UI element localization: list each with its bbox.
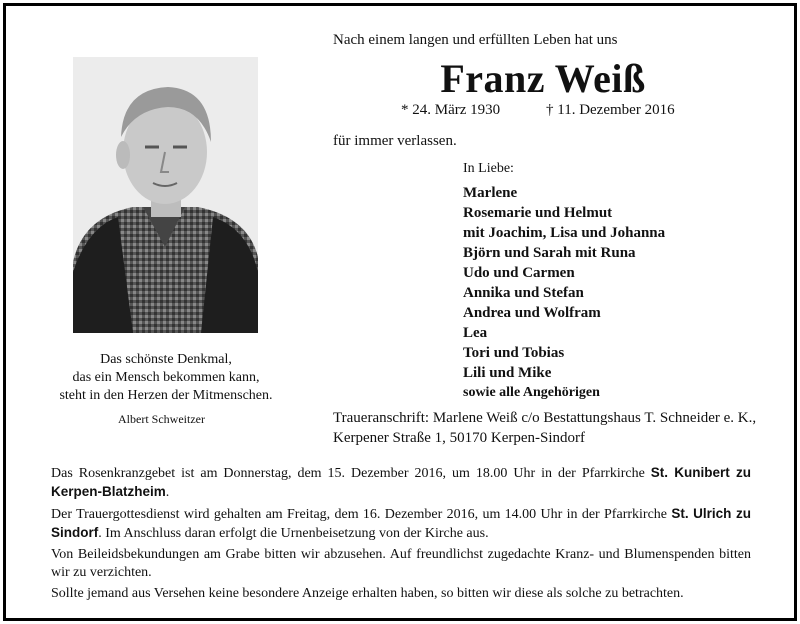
mourning-address-line2: Kerpener Straße 1, 50170 Kerpen-Sindorf (333, 430, 586, 446)
mourner-name: Udo und Carmen (463, 265, 575, 281)
service-church: St. Ulrich zu Sindorf (51, 506, 751, 540)
rosary-text: Das Rosenkranzgebet ist am Donnerstag, dem 15. Dezember 2016, um 18.00 Uhr in der Pfarrkirche (51, 466, 651, 481)
notice-paragraph: Sollte jemand aus Versehen keine besondere Anzeige erhalten haben, so bitten wir diese als solche zu betrachten. (51, 586, 684, 601)
quote-line: das ein Mensch bekommen kann, (72, 370, 260, 385)
birth-date: * 24. März 1930 (401, 102, 501, 118)
mourner-name: Lili und Mike (463, 365, 552, 381)
quote-line: steht in den Herzen der Mitmenschen. (59, 388, 273, 403)
mourner-name: Björn und Sarah mit Runa (463, 245, 636, 261)
mourner-name: Tori und Tobias (463, 345, 565, 361)
mourner-name: Rosemarie und Helmut (463, 205, 613, 221)
mourners-list (463, 183, 665, 403)
quote-author: Albert Schweitzer (118, 412, 205, 426)
condolences-paragraph: Von Beileidsbekundungen am Grabe bitten wir abzusehen. Auf freundlichst zugedachte Kranz- und Blumenspenden bitten wir zu verzichten. (51, 547, 751, 580)
portrait-photo (73, 57, 258, 333)
service-details (51, 464, 751, 606)
mourning-address-line1: Traueranschrift: Marlene Weiß c/o Bestattungshaus T. Schneider e. K., (333, 410, 757, 426)
service-text: Der Trauergottesdienst wird gehalten am Freitag, dem 16. Dezember 2016, um 14.00 Uhr in der Pfarrkirche (51, 507, 672, 522)
mourner-name: mit Joachim, Lisa und Johanna (463, 225, 666, 241)
rosary-paragraph (51, 464, 751, 502)
quote-line: Das schönste Denkmal, (100, 352, 232, 367)
closing-text: für immer verlassen. (333, 133, 457, 149)
rosary-church: St. Kunibert zu Kerpen-Blatzheim (51, 465, 751, 499)
mourner-name: Marlene (463, 185, 518, 201)
intro-text: Nach einem langen und erfüllten Leben hat uns (333, 32, 618, 48)
deceased-name: Franz Weiß (440, 56, 646, 101)
service-paragraph (51, 505, 751, 543)
death-date: † 11. Dezember 2016 (546, 102, 675, 118)
mourner-name: Lea (463, 325, 488, 341)
mourner-name: Annika und Stefan (463, 285, 584, 301)
mourner-name: Andrea und Wolfram (463, 305, 601, 321)
mourners-others: sowie alle Angehörigen (463, 385, 600, 400)
mourners-heading: In Liebe: (463, 161, 514, 176)
memorial-quote (40, 351, 292, 405)
rosary-end: . (165, 485, 170, 500)
service-end: . Im Anschluss daran erfolgt die Urnenbeisetzung von der Kirche aus. (98, 526, 489, 541)
